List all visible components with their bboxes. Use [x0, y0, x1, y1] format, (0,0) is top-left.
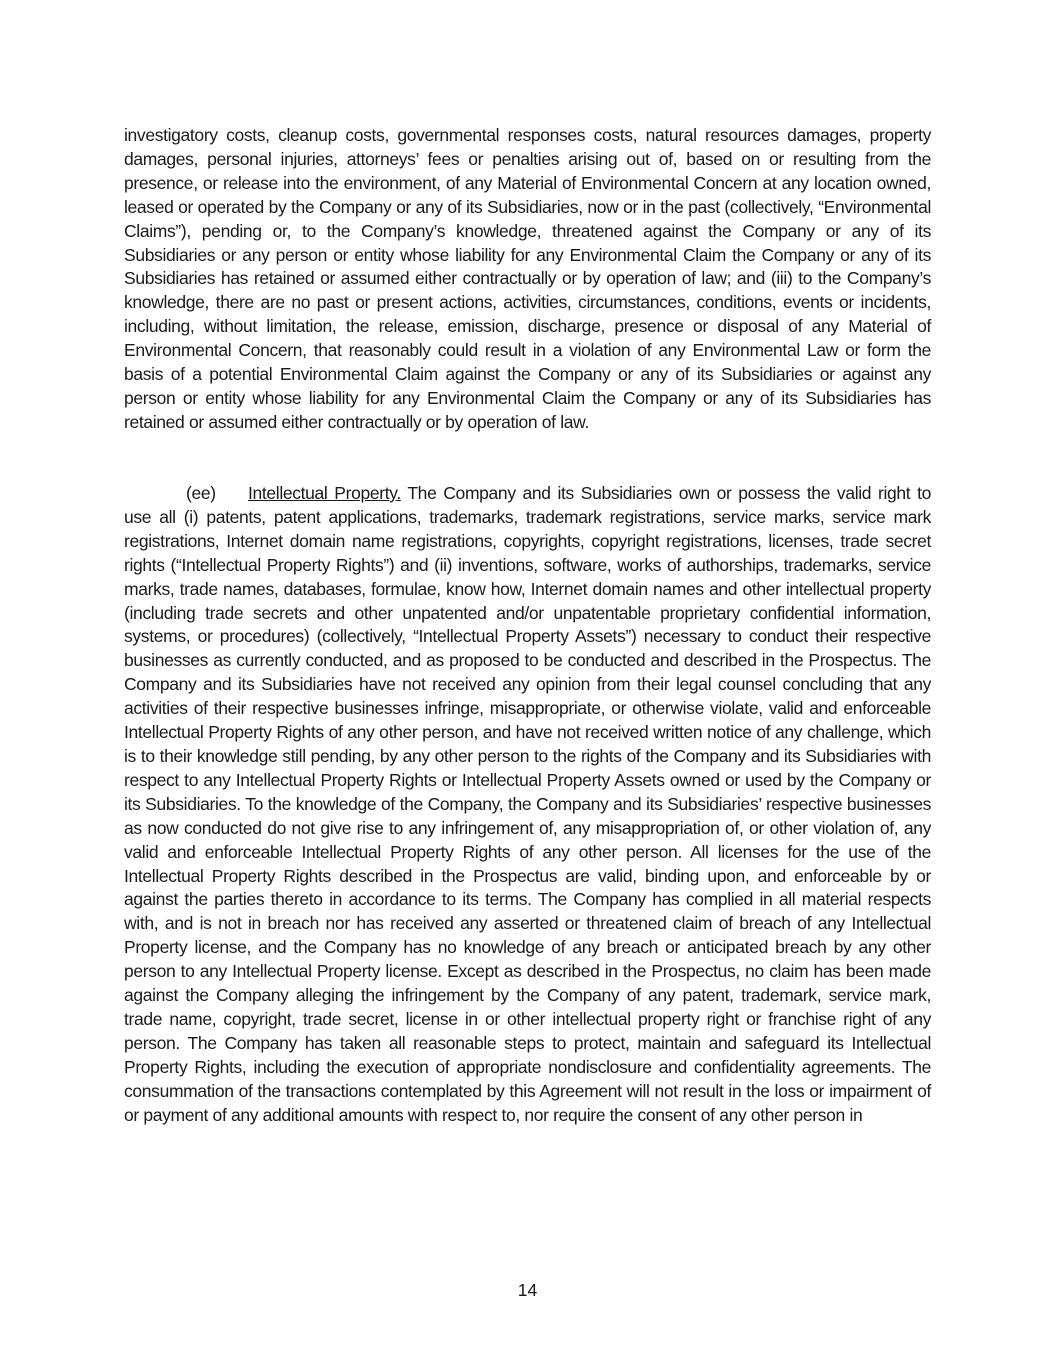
- environmental-claims-paragraph: investigatory costs, cleanup costs, governmental responses costs, natural resources damages, property damages, personal injuries, attorneys’ fees or penalties arising out of, based on or resulting from the presence, or release into the environment, of any Material of Environmental Concern at any location owned, leased or operated by the Company or any of its Subsidiaries, now or in the past (collectively, “Environmental Claims”), pending or, to the Company’s knowledge, threatened against the Company or any of its Subsidiaries or any person or entity whose liability for any Environmental Claim the Company or any of its Subsidiaries has retained or assumed either contractually or by operation of law; and (iii) to the Company’s knowledge, there are no past or present actions, activities, circumstances, conditions, events or incidents, including, without limitation, the release, emission, discharge, presence or disposal of any Material of Environmental Concern, that reasonably could result in a violation of any Environmental Law or form the basis of a potential Environmental Claim against the Company or any of its Subsidiaries or against any person or entity whose liability for any Environmental Claim the Company or any of its Subsidiaries has retained or assumed either contractually or by operation of law.: [124, 125, 931, 432]
- section-heading: Intellectual Property.: [248, 483, 401, 503]
- section-body: The Company and its Subsidiaries own or possess the valid right to use all (i) patents, patent applications, trademarks, trademark registrations, service marks, service mark registrations, Internet domain name registrations, copyrights, copyright registrations, licenses, trade secret rights (“Intellectual Property Rights”) and (ii) inventions, software, works of authorships, trademarks, service marks, trade names, databases, formulae, know how, Internet domain names and other intellectual property (including trade secrets and other unpatented and/or unpatentable proprietary confidential information, systems, or procedures) (collectively, “Intellectual Property Assets”) necessary to conduct their respective businesses as currently conducted, and as proposed to be conducted and described in the Prospectus. The Company and its Subsidiaries have not received any opinion from their legal counsel concluding that any activities of their respective businesses infringe, misappropriate, or otherwise violate, valid and enforceable Intellectual Property Rights of any other person, and have not received written notice of any challenge, which is to their knowledge still pending, by any other person to the rights of the Company and its Subsidiaries with respect to any Intellectual Property Rights or Intellectual Property Assets owned or used by the Company or its Subsidiaries. To the knowledge of the Company, the Company and its Subsidiaries’ respective businesses as now conducted do not give rise to any infringement of, any misappropriation of, or other violation of, any valid and enforceable Intellectual Property Rights of any other person. All licenses for the use of the Intellectual Property Rights described in the Prospectus are valid, binding upon, and enforceable by or against the parties thereto in accordance to its terms. The Company has complied in all material respects with, and is not in breach nor has received any asserted or threatened claim of breach of any Intellectual Property license, and the Company has no knowledge of any breach or anticipated breach by any other person to any Intellectual Property license. Except as described in the Prospectus, no claim has been made against the Company alleging the infringement by the Company of any patent, trademark, service mark, trade name, copyright, trade secret, license in or other intellectual property right or franchise right of any person. The Company has taken all reasonable steps to protect, maintain and safeguard its Intellectual Property Rights, including the execution of appropriate nondisclosure and confidentiality agreements. The consummation of the transactions contemplated by this Agreement will not result in the loss or impairment of or payment of any additional amounts with respect to, nor require the consent of any other person in: [124, 483, 931, 1125]
- intellectual-property-paragraph: [124, 482, 931, 1127]
- page-number: 14: [517, 1280, 538, 1300]
- section-number: (ee): [186, 483, 216, 503]
